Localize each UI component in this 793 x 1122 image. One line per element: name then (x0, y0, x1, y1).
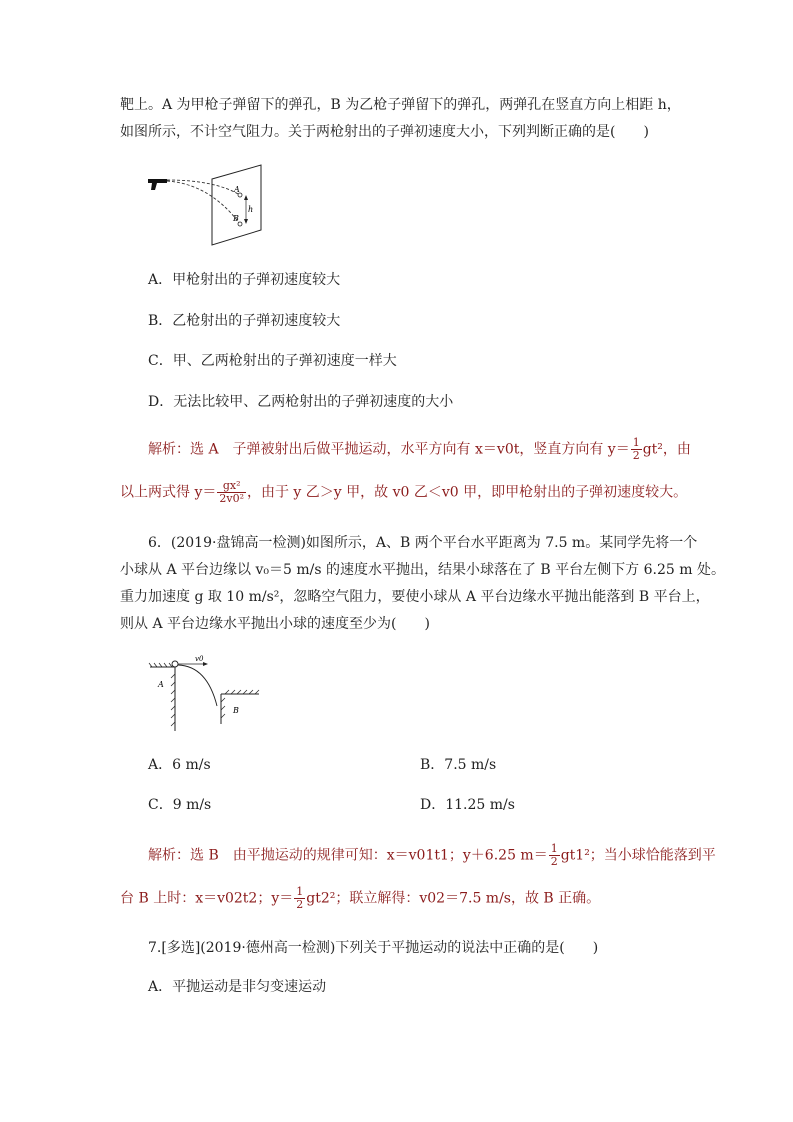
gun-icon (148, 179, 167, 190)
q6-option-a: A．6 m/s (148, 757, 211, 773)
q6-stem-line1: 6．(2019·盘锦高一检测)如图所示，A、B 两个平台水平距离为 7.5 m。某同学先将一个 (148, 535, 698, 551)
q5-option-b: B．乙枪射出的子弹初速度较大 (148, 313, 341, 329)
q5-option-a: A．甲枪射出的子弹初速度较大 (148, 272, 341, 288)
q5-analysis-text-1a: 解析：选 A 子弹被射出后做平抛运动，水平方向有 x＝v0t，竖直方向有 y＝ (148, 441, 630, 458)
label-a: A (234, 185, 240, 194)
q6-stem-line4: 则从 A 平台边缘水平抛出小球的速度至少为( ) (120, 616, 430, 632)
label-a: A (158, 680, 164, 689)
q6-analysis-text-2b: gt2²；联立解得：v02＝7.5 m/s，故 B 正确。 (306, 890, 601, 907)
q6-analysis-text-2a: 台 B 上时：x＝v02t2；y＝ (120, 890, 294, 907)
q5-option-c: C．甲、乙两枪射出的子弹初速度一样大 (148, 353, 397, 369)
label-v0: v0 (195, 655, 204, 663)
q5-option-d: D．无法比较甲、乙两枪射出的子弹初速度的大小 (148, 394, 454, 410)
q5-stem-line2: 如图所示，不计空气阻力。关于两枪射出的子弹初速度大小，下列判断正确的是( ) (120, 124, 649, 140)
q5-analysis-line2 (120, 480, 687, 505)
q6-analysis-frac1 (549, 843, 560, 868)
q5-figure (145, 162, 270, 248)
label-b: B (233, 706, 239, 715)
q6-option-c: C．9 m/s (148, 797, 212, 813)
q6-stem-line2: 小球从 A 平台边缘以 v₀＝5 m/s 的速度水平抛出，结果小球落在了 B 平台左侧下方 6.25 m 处。 (120, 562, 725, 578)
frac-den: 2 (296, 898, 304, 911)
q7-option-a: A．平抛运动是非匀变速运动 (148, 979, 327, 995)
frac-den: 2 (550, 855, 558, 868)
q5-analysis-text-2b: ，由于 y 乙＞y 甲，故 v0 乙＜v0 甲，即甲枪射出的子弹初速度较大。 (246, 484, 688, 501)
frac-num: 1 (296, 885, 304, 898)
frac-num: 1 (632, 436, 640, 449)
q6-option-d: D．11.25 m/s (420, 797, 515, 813)
target-board (212, 165, 261, 245)
q7-stem: 7.[多选](2019·德州高一检测)下列关于平抛运动的说法中正确的是( ) (148, 940, 599, 956)
q5-analysis-frac2 (217, 480, 246, 505)
q5-analysis-text-2a: 以上两式得 y＝ (120, 484, 217, 501)
label-h: h (248, 205, 254, 214)
frac-den: 2 (632, 449, 640, 462)
q6-figure (145, 654, 270, 734)
q6-analysis-frac2 (294, 886, 305, 911)
q6-stem-line3: 重力加速度 g 取 10 m/s²，忽略空气阻力，要使小球从 A 平台边缘水平抛出能落到 B 平台上， (120, 589, 710, 605)
q5-analysis-line1 (148, 437, 691, 462)
q6-option-b: B．7.5 m/s (420, 757, 497, 773)
q6-analysis-line2 (120, 886, 600, 911)
frac-den: 2v0² (219, 492, 244, 505)
q5-analysis-frac1 (631, 437, 642, 462)
frac-num: gx² (217, 480, 246, 493)
q5-analysis-text-1b: gt²，由 (642, 441, 691, 458)
q6-analysis-text-1a: 解析：选 B 由平抛运动的规律可知：x＝v01t1；y＋6.25 m＝ (148, 847, 548, 864)
frac-num: 1 (550, 842, 558, 855)
label-b: B (233, 214, 239, 223)
q6-analysis-text-1b: gt1²；当小球恰能落到平 (560, 847, 716, 864)
q6-analysis-line1 (148, 843, 716, 868)
q5-stem-line1: 靶上。A 为甲枪子弹留下的弹孔，B 为乙枪子弹留下的弹孔，两弹孔在竖直方向上相距 h， (120, 97, 681, 113)
